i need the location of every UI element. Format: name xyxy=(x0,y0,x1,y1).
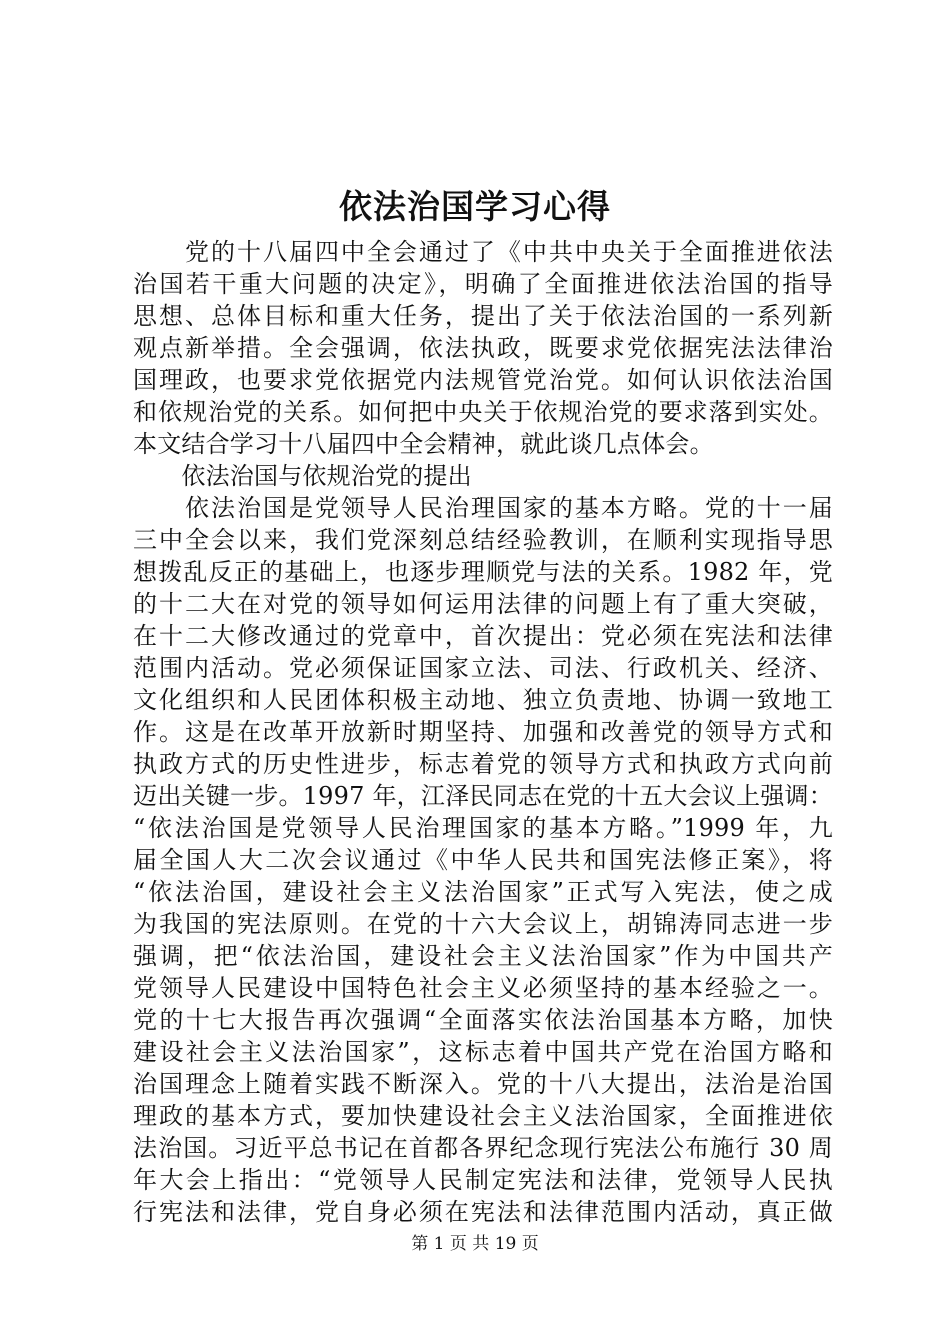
text-line: 年大会上指出：“党领导人民制定宪法和法律，党领导人民执 xyxy=(133,1166,833,1194)
text-line: 建设社会主义法治国家”，这标志着中国共产党在治国方略和 xyxy=(133,1038,833,1066)
text-line: 迈出关键一步。1997 年，江泽民同志在党的十五大会议上强调： xyxy=(133,782,833,810)
text-line: 依法治国与依规治党的提出 xyxy=(133,462,472,490)
text-line: 强调，把“依法治国，建设社会主义法治国家”作为中国共产 xyxy=(133,942,833,970)
text-line: 观点新举措。全会强调，依法执政，既要求党依据宪法法律治 xyxy=(133,334,833,362)
text-line: 在十二大修改通过的党章中，首次提出：党必须在宪法和法律 xyxy=(133,622,833,650)
text-line: 法治国。习近平总书记在首都各界纪念现行宪法公布施行 30 周 xyxy=(133,1134,833,1162)
text-line: 和依规治党的关系。如何把中央关于依规治党的要求落到实处。 xyxy=(133,398,833,426)
text-line: 想拨乱反正的基础上，也逐步理顺党与法的关系。1982 年，党 xyxy=(133,558,833,586)
page-footer: 第 1 页 共 19 页 xyxy=(411,1234,539,1254)
document-title: 依法治国学习心得 xyxy=(339,187,611,226)
text-line: “依法治国是党领导人民治理国家的基本方略。”1999 年，九 xyxy=(133,814,833,842)
text-line: 党的十八届四中全会通过了《中共中央关于全面推进依法 xyxy=(133,238,833,266)
text-line: 国理政，也要求党依据党内法规管党治党。如何认识依法治国 xyxy=(133,366,833,394)
text-line: 思想、总体目标和重大任务，提出了关于依法治国的一系列新 xyxy=(133,302,833,330)
text-line: 依法治国是党领导人民治理国家的基本方略。党的十一届 xyxy=(133,494,833,522)
text-line: 治国若干重大问题的决定》，明确了全面推进依法治国的指导 xyxy=(133,270,833,298)
text-line: 执政方式的历史性进步，标志着党的领导方式和执政方式向前 xyxy=(133,750,833,778)
text-line: 本文结合学习十八届四中全会精神，就此谈几点体会。 xyxy=(133,430,714,458)
text-line: 届全国人大二次会议通过《中华人民共和国宪法修正案》，将 xyxy=(133,846,833,874)
text-line: 党领导人民建设中国特色社会主义必须坚持的基本经验之一。 xyxy=(133,974,833,1002)
document-body xyxy=(133,236,833,1228)
text-line: 党的十七大报告再次强调“全面落实依法治国基本方略，加快 xyxy=(133,1006,833,1034)
text-line: 治国理念上随着实践不断深入。党的十八大提出，法治是治国 xyxy=(133,1070,833,1098)
text-line: 文化组织和人民团体积极主动地、独立负责地、协调一致地工 xyxy=(133,686,833,714)
text-line: 行宪法和法律，党自身必须在宪法和法律范围内活动，真正做 xyxy=(133,1198,833,1226)
text-line: 范围内活动。党必须保证国家立法、司法、行政机关、经济、 xyxy=(133,654,833,682)
text-line: 三中全会以来，我们党深刻总结经验教训，在顺利实现指导思 xyxy=(133,526,833,554)
text-line: 作。这是在改革开放新时期坚持、加强和改善党的领导方式和 xyxy=(133,718,833,746)
text-line: “依法治国，建设社会主义法治国家”正式写入宪法，使之成 xyxy=(133,878,833,906)
text-line: 为我国的宪法原则。在党的十六大会议上，胡锦涛同志进一步 xyxy=(133,910,833,938)
text-line: 理政的基本方式，要加快建设社会主义法治国家，全面推进依 xyxy=(133,1102,833,1130)
text-line: 的十二大在对党的领导如何运用法律的问题上有了重大突破， xyxy=(133,590,833,618)
